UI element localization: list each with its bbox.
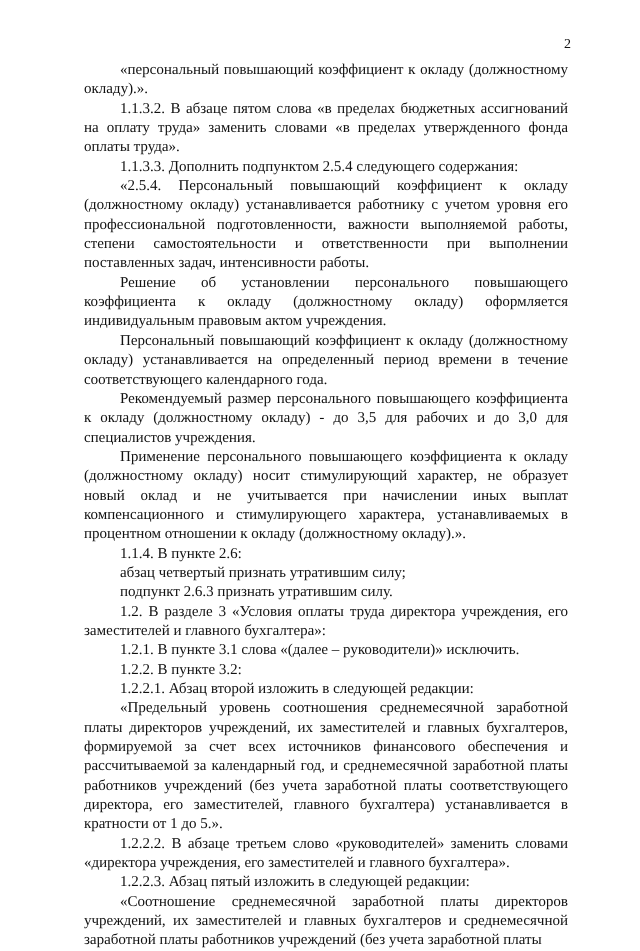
paragraph-1-2: 1.2. В разделе 3 «Условия оплаты труда директора учреждения, его заместителей и главного бухгалтера»: [84, 603, 568, 639]
paragraph-1-2-2-1: 1.2.2.1. Абзац второй изложить в следующей редакции: [120, 681, 474, 697]
document-body [84, 61, 568, 951]
paragraph-recommended-size: Рекомендуемый размер персонального повышающего коэффициента к окладу (должностному окладу) - до 3,5 для рабочих и до 3,0 для специалистов учреждения. [84, 390, 568, 446]
paragraph-limit-ratio: «Предельный уровень соотношения среднемесячной заработной платы директоров учреждений, их заместителей и главных бухгалтеров, формируемой за счет всех источников финансового обеспечения и рассчитываемой за календарный год, и среднемесячной заработной платы работников учреждений (без учета заработной платы соответствующего директора, его заместителей, главного бухгалтера) устанавливается в кратности от 1 до 5.». [84, 700, 568, 833]
paragraph-1-1-3-2: 1.1.3.2. В абзаце пятом слова «в пределах бюджетных ассигнований на оплату труда» заменить словами «в пределах утвержденного фонда оплаты труда». [84, 100, 568, 156]
paragraph-ratio-continuation: «Соотношение среднемесячной заработной платы директоров учреждений, их заместителей и главных бухгалтеров и среднемесячной заработной платы работников учреждений (без учета заработной платы [84, 893, 568, 949]
paragraph-quote-personal-coefficient: «персональный повышающий коэффициент к окладу (должностному окладу).». [84, 62, 568, 98]
paragraph-abzats-fourth: абзац четвертый признать утратившим силу; [120, 564, 406, 581]
paragraph-1-2-2: 1.2.2. В пункте 3.2: [120, 661, 242, 678]
paragraph-1-2-2-3: 1.2.2.3. Абзац пятый изложить в следующей редакции: [120, 874, 470, 891]
paragraph-decision: Решение об установлении персонального повышающего коэффициента к окладу (должностному окладу) оформляется индивидуальным правовым актом учреждения. [84, 274, 568, 330]
page-number: 2 [564, 37, 571, 52]
paragraph-1-1-4: 1.1.4. В пункте 2.6: [120, 545, 242, 562]
paragraph-1-2-1: 1.2.1. В пункте 3.1 слова «(далее – руководители)» исключить. [120, 642, 520, 659]
paragraph-period: Персональный повышающий коэффициент к окладу (должностному окладу) устанавливается на определенный период времени в течение соответствующего календарного года. [84, 332, 568, 388]
paragraph-subitem-2-6-3: подпункт 2.6.3 признать утратившим силу. [120, 584, 393, 601]
paragraph-application: Применение персонального повышающего коэффициента к окладу (должностному окладу) носит стимулирующий характер, не образует новый оклад и не учитывается при начислении иных выплат компенсационного и стимулирующего характера, устанавливаемых в процентном отношении к окладу (должностному окладу).». [84, 448, 568, 543]
paragraph-2-5-4: «2.5.4. Персональный повышающий коэффициент к окладу (должностному окладу) устанавливается работнику с учетом уровня его профессиональной подготовленности, важности выполняемой работы, степени самостоятельности и ответственности при выполнении поставленных задач, интенсивности работы. [84, 178, 568, 272]
paragraph-1-2-2-2: 1.2.2.2. В абзаце третьем слово «руководителей» заменить словами «директора учреждения, его заместителей и главного бухгалтера». [84, 835, 568, 872]
paragraph-1-1-3-3: 1.1.3.3. Дополнить подпунктом 2.5.4 следующего содержания: [120, 158, 519, 175]
